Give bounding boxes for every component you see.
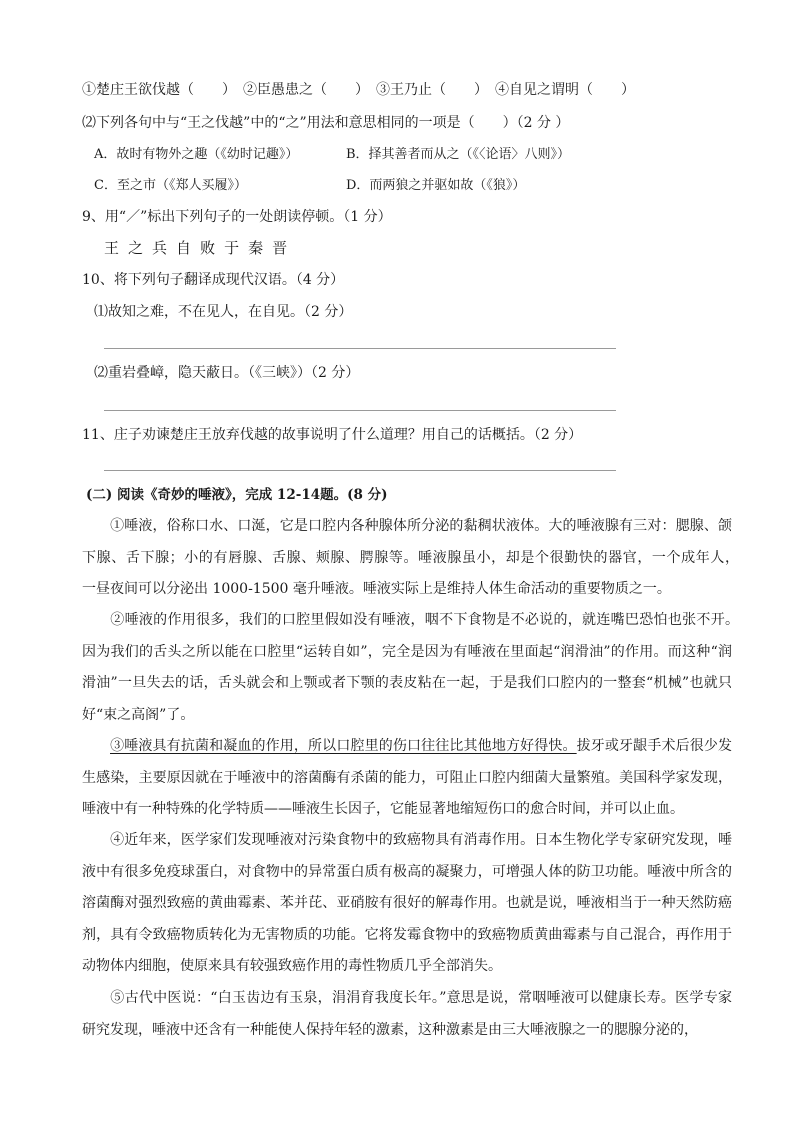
option-a: A．故时有物外之趣（《幼时记趣》） <box>94 147 299 162</box>
pause-char: 败 <box>200 239 216 257</box>
answer-line-11 <box>104 470 616 471</box>
section-2-title: (二) 阅读《奇妙的唾液》，完成 12-14题。(8 分) <box>86 487 388 503</box>
pause-char: 晋 <box>272 239 288 257</box>
option-d: D．而两狼之并驱如故（《狼》） <box>346 178 526 193</box>
paragraph-1-text: ①唾液，俗称口水、口涎，它是口腔内各种腺体所分泌的黏稠状液体。大的唾液腺有三对：腮腺、颌下腺、舌下腺；小的有唇腺、舌腺、颊腺、腭腺等。唾液腺虽小，却是个很勤快的器官，一个成年人， 一昼夜间可以分泌出 1000-1500 毫升唾液。唾液实际上是维持人体生命活动的重要物质之一。 <box>82 518 746 597</box>
option-c: C．至之市（《郑人买履》） <box>94 178 247 193</box>
question-10-1: ⑴故知之难，不在见人，在自见。（2 分） <box>94 304 353 320</box>
question-9: 9、用“／”标出下列句子的一处朗读停顿。（1 分） <box>82 209 392 225</box>
pause-char: 王 <box>104 239 120 257</box>
paragraph-2 <box>82 605 746 731</box>
pause-char: 秦 <box>248 239 264 257</box>
paragraph-3-text: 拔牙或牙龈手术后很少发生感染，主要原因就在于唾液中的溶菌酶有杀菌的能力，可阻止口腔内细菌大量繁殖。美国科学家发现，唾液中有一种特殊的化学特质——唾液生长因子，它能显著地缩短伤口的愈合时间，并可以止血。 <box>82 738 733 817</box>
pause-char: 之 <box>128 239 144 257</box>
pause-char: 自 <box>176 239 192 257</box>
paragraph-5 <box>82 983 732 1046</box>
paragraph-1 <box>82 511 746 606</box>
question-word-explanation: ①楚庄王欲伐越（ ） ②臣愚患之（ ） ③王乃止（ ） ④自见之谓明（ ） <box>82 82 635 98</box>
paragraph-4 <box>82 825 732 983</box>
paragraph-4-text: ④近年来，医学家们发现唾液对污染食物中的致癌物具有消毒作用。日本生物化学专家研究发现，唾液中有很多免疫球蛋白，对食物中的异常蛋白质有极高的凝聚力，可增强人体的防卫功能。唾液中所含的溶菌酶对强烈致癌的黄曲霉素、苯并芘、亚硝胺有很好的解毒作用。也就是说，唾液相当于一种天然防癌剂，具有令致癌物质转化为无害物质的功能。它将发霉食物中的致癌物质黄曲霉素与自己混合，再作用于动物体内细胞，使原来具有较强致癌作用的毒性物质几乎全部消失。 <box>82 832 732 974</box>
paragraph-2-text: ②唾液的作用很多，我们的口腔里假如没有唾液，咽不下食物是不必说的，就连嘴巴恐怕也张不开。 因为我们的舌头之所以能在口腔里“运转自如”，完全是因为有唾液在里面起“润滑油”的作用。而这种“润滑油”一旦失去的话，舌头就会和上颚或者下颚的表皮粘在一起，于是我们口腔内的一整套“机械”也就只好“束之高阁”了。 <box>82 612 746 723</box>
pause-sentence <box>104 238 296 259</box>
paragraph-3 <box>82 731 732 826</box>
pause-char: 于 <box>224 239 240 257</box>
paragraph-5-text: ⑤古代中医说：“白玉齿边有玉泉，涓涓育我度长年。”意思是说，常咽唾液可以健康长寿。医学专家研究发现，唾液中还含有一种能使人保持年轻的激素，这种激素是由三大唾液腺之一的腮腺分泌的， <box>82 990 732 1038</box>
question-10: 10、将下列句子翻译成现代汉语。（4 分） <box>82 272 345 288</box>
question-10-2: ⑵重岩叠嶂，隐天蔽日。（《三峡》）（2 分） <box>94 365 360 381</box>
answer-line-10-1 <box>104 348 616 349</box>
paragraph-3-underlined: ③唾液具有抗菌和凝血的作用，所以口腔里的伤口往往比其他地方好得快。 <box>110 738 577 754</box>
question-11: 11、庄子劝谏楚庄王放弃伐越的故事说明了什么道理？用自己的话概括。（2 分） <box>82 427 583 443</box>
pause-char: 兵 <box>152 239 168 257</box>
question-2: ⑵下列各句中与“王之伐越”中的“之”用法和意思相同的一项是（ ）（2 分 ） <box>82 115 570 131</box>
answer-line-10-2 <box>104 410 616 411</box>
option-b: B．择其善者而从之（《〈论语〉八则》） <box>346 147 571 162</box>
